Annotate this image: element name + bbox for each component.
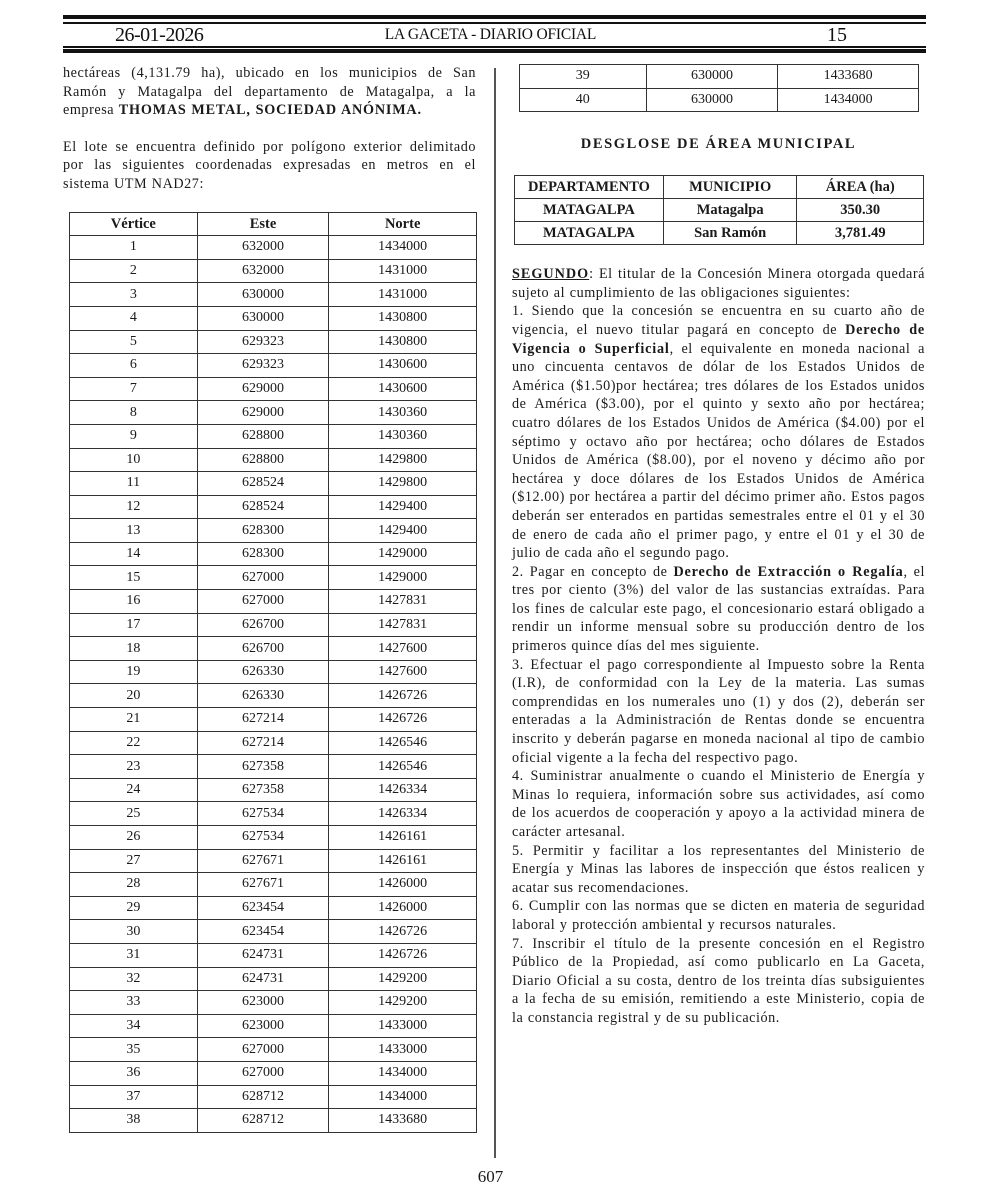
cell-este: 627671: [197, 849, 329, 873]
header-rule-top-thick: [63, 15, 926, 19]
cell-vertice: 36: [70, 1061, 198, 1085]
cell-este: 626700: [197, 637, 329, 661]
table-row: [70, 708, 477, 732]
item2-bold: Derecho de Extracción o Regalía: [673, 563, 904, 580]
area-municipio: Matagalpa: [663, 199, 797, 222]
area-row: [515, 222, 924, 245]
table-row: [70, 259, 477, 283]
cell-vertice: 23: [70, 755, 198, 779]
cell-vertice: 2: [70, 259, 198, 283]
segundo-intro: [512, 265, 925, 302]
table-row: [70, 590, 477, 614]
cell-norte: 1429800: [329, 472, 477, 496]
cell-este: 627214: [197, 731, 329, 755]
item2-text-b: , el tres por ciento (3%) del valor de las sustancias extraídas. Para los fines de calcular este pago, el concesionario estará obligado a rendir un informe mensual sobre su producción dentro de los primeros quince días del mes siguiente.: [512, 563, 925, 655]
cell-norte: 1429400: [329, 519, 477, 543]
table-row: [70, 778, 477, 802]
table-row: [70, 660, 477, 684]
obligation-item-6: 6. Cumplir con las normas que se dicten en materia de seguridad laboral y protección ambiental y recursos naturales.: [512, 898, 925, 933]
cell-vertice: 12: [70, 495, 198, 519]
header-page-number: 15: [827, 24, 847, 46]
cell-norte: 1431000: [329, 283, 477, 307]
cell-norte: 1430600: [329, 354, 477, 378]
cell-norte: 1429000: [329, 542, 477, 566]
cell-norte: 1431000: [329, 259, 477, 283]
cell-vertice: 22: [70, 731, 198, 755]
cell-vertice: 32: [70, 967, 198, 991]
header-este: Este: [197, 212, 329, 236]
header-vertice: Vértice: [70, 212, 198, 236]
column-divider: [494, 68, 496, 1158]
cell-este: 630000: [197, 283, 329, 307]
cell-este: 627671: [197, 873, 329, 897]
table-row: [70, 472, 477, 496]
table-row: [70, 991, 477, 1015]
cell-este: 623454: [197, 920, 329, 944]
obligation-item-7: 7. Inscribir el título de la presente concesión en el Registro Público de la Propiedad, así como publicarlo en La Gaceta, Diario Oficial a su costa, dentro de los treinta días subsiguientes a la fecha de su emisión, remitiendo a este Ministerio, copia de la constancia registral y de su publicación.: [512, 935, 925, 1026]
cell-este: 628524: [197, 495, 329, 519]
cell-este: 628712: [197, 1085, 329, 1109]
cell-este: 626330: [197, 684, 329, 708]
cell-este: 628300: [197, 542, 329, 566]
polygon-paragraph: El lote se encuentra definido por polígono exterior delimitado por las siguientes coordenadas expresadas en metros en el sistema UTM NAD27:: [63, 138, 476, 192]
cell-norte: 1426334: [329, 802, 477, 826]
table-row: [70, 1061, 477, 1085]
header-area: ÁREA (ha): [797, 176, 924, 199]
cell-este: 627000: [197, 566, 329, 590]
area-breakdown-table: [514, 175, 924, 245]
cell-este: 626330: [197, 660, 329, 684]
header-rule-bottom-thin: [63, 46, 926, 48]
table-row: [70, 495, 477, 519]
table-row: [70, 826, 477, 850]
item1-text-b: , el equivalente en moneda nacional a uno cincuenta centavos de dólar de los Estados Unidos de América ($1.50)por hectárea; tres dólares de los Estados unidos de América ($3.00), por el quinto y sexto año por hectárea; cuatro dólares de los Estados Unidos de América ($4.00) por el séptimo y octavo año por hectárea; ocho dólares de Estados Unidos de América ($8.00), por el noveno y décimo año por hectárea y doce dólares de los Estados Unidos de América ($12.00) por hectárea a partir del décimo primer año. Estos pagos deberán ser enterados en partidas semestrales entre el 01 y el 30 de enero de cada año el primer pago, y entre el 01 y el 30 de julio de cada año el segundo pago.: [512, 340, 925, 562]
intro-paragraph: [63, 64, 476, 120]
cell-vertice: 25: [70, 802, 198, 826]
cell-vertice: 29: [70, 896, 198, 920]
cell-norte: 1429400: [329, 495, 477, 519]
table-row: [70, 943, 477, 967]
table-row: [70, 283, 477, 307]
cell-norte: 1434000: [329, 1085, 477, 1109]
cell-este: 627000: [197, 1038, 329, 1062]
cell-este: 632000: [197, 259, 329, 283]
cell-vertice: 5: [70, 330, 198, 354]
table-row: [70, 920, 477, 944]
cell-vertice: 20: [70, 684, 198, 708]
cell-este: 627358: [197, 755, 329, 779]
table-row: [70, 377, 477, 401]
cell-vertice: 38: [70, 1109, 198, 1133]
table-row: [70, 519, 477, 543]
table-row: [70, 731, 477, 755]
cell-norte: 1426161: [329, 849, 477, 873]
table-row: [70, 1038, 477, 1062]
area-municipio: San Ramón: [663, 222, 797, 245]
cell-vertice: 37: [70, 1085, 198, 1109]
cell-este: 624731: [197, 943, 329, 967]
area-value: 350.30: [797, 199, 924, 222]
cell-norte: 1426546: [329, 755, 477, 779]
cell-este: 630000: [646, 65, 778, 89]
cell-norte: 1426546: [329, 731, 477, 755]
cell-vertice: 17: [70, 613, 198, 637]
left-column: [63, 64, 476, 1133]
obligation-item-1: [512, 302, 925, 562]
table-row: [70, 566, 477, 590]
header-norte: Norte: [329, 212, 477, 236]
area-row: [515, 199, 924, 222]
table-row: [70, 873, 477, 897]
cell-este: 632000: [197, 236, 329, 260]
cell-norte: 1430600: [329, 377, 477, 401]
cell-este: 627000: [197, 1061, 329, 1085]
cell-vertice: 18: [70, 637, 198, 661]
cell-vertice: 31: [70, 943, 198, 967]
cell-este: 624731: [197, 967, 329, 991]
cell-este: 623454: [197, 896, 329, 920]
cell-este: 629000: [197, 401, 329, 425]
area-value: 3,781.49: [797, 222, 924, 245]
cell-vertice: 9: [70, 424, 198, 448]
cell-norte: 1429200: [329, 991, 477, 1015]
cell-este: 623000: [197, 991, 329, 1015]
area-departamento: MATAGALPA: [515, 222, 664, 245]
cell-este: 627358: [197, 778, 329, 802]
cell-vertice: 16: [70, 590, 198, 614]
cell-este: 627214: [197, 708, 329, 732]
cell-norte: 1430360: [329, 424, 477, 448]
header-title: LA GACETA - DIARIO OFICIAL: [384, 26, 597, 43]
table-row: [70, 802, 477, 826]
obligation-item-5: 5. Permitir y facilitar a los representantes del Ministerio de Energía y Minas las labores de inspección que éstos realicen y acatar sus recomendaciones.: [512, 842, 925, 896]
cell-vertice: 24: [70, 778, 198, 802]
cell-este: 630000: [197, 306, 329, 330]
cell-norte: 1434000: [778, 88, 919, 112]
cell-este: 626700: [197, 613, 329, 637]
cell-vertice: 1: [70, 236, 198, 260]
cell-vertice: 3: [70, 283, 198, 307]
cell-norte: 1426726: [329, 920, 477, 944]
header-rule-bottom-thick: [63, 49, 926, 53]
cell-vertice: 21: [70, 708, 198, 732]
cell-norte: 1427831: [329, 613, 477, 637]
cell-norte: 1433680: [778, 65, 919, 89]
cell-norte: 1430360: [329, 401, 477, 425]
table-row: [70, 354, 477, 378]
cell-este: 629323: [197, 330, 329, 354]
header-municipio: MUNICIPIO: [663, 176, 797, 199]
footer-page-number: 607: [477, 1167, 504, 1186]
cell-vertice: 19: [70, 660, 198, 684]
cell-vertice: 35: [70, 1038, 198, 1062]
item1-text-a: 1. Siendo que la concesión se encuentra en su cuarto año de vigencia, el nuevo titular pagará en concepto de: [512, 303, 925, 338]
area-breakdown-title: DESGLOSE DE ÁREA MUNICIPAL: [580, 136, 857, 153]
cell-norte: 1426726: [329, 708, 477, 732]
cell-vertice: 10: [70, 448, 198, 472]
cell-norte: 1426000: [329, 873, 477, 897]
table-row: [70, 330, 477, 354]
cell-norte: 1433680: [329, 1109, 477, 1133]
coordinates-table-continued: [519, 64, 919, 112]
cell-este: 629000: [197, 377, 329, 401]
cell-vertice: 26: [70, 826, 198, 850]
cell-norte: 1429800: [329, 448, 477, 472]
cell-norte: 1427600: [329, 637, 477, 661]
cell-este: 628800: [197, 448, 329, 472]
table-row: [70, 236, 477, 260]
cell-este: 629323: [197, 354, 329, 378]
cell-norte: 1426334: [329, 778, 477, 802]
cell-norte: 1434000: [329, 1061, 477, 1085]
cell-norte: 1426726: [329, 943, 477, 967]
obligation-item-3: 3. Efectuar el pago correspondiente al Impuesto sobre la Renta (I.R), de conformidad con la Ley de la materia. Las sumas comprendidas en los numerales uno (1) y dos (2), deberán ser enteradas a la Administración de Rentas donde se encuentra inscrito y deberán pagarse en moneda nacional al tipo de cambio oficial vigente a la fecha del respectivo pago.: [512, 656, 925, 766]
cell-este: 623000: [197, 1014, 329, 1038]
table-row: [70, 1085, 477, 1109]
cell-vertice: 13: [70, 519, 198, 543]
company-name: THOMAS METAL, SOCIEDAD ANÓNIMA.: [118, 102, 422, 119]
cell-este: 628712: [197, 1109, 329, 1133]
cell-vertice: 14: [70, 542, 198, 566]
cell-este: 628524: [197, 472, 329, 496]
table-row: [70, 684, 477, 708]
cell-norte: 1427600: [329, 660, 477, 684]
table-row: [70, 896, 477, 920]
cell-norte: 1430800: [329, 330, 477, 354]
cell-norte: 1433000: [329, 1014, 477, 1038]
cell-este: 627000: [197, 590, 329, 614]
obligation-item-2: [512, 563, 925, 656]
header-date: 26-01-2026: [115, 24, 204, 46]
table-row: [70, 448, 477, 472]
coordinates-header-row: [70, 212, 477, 236]
cell-norte: 1426000: [329, 896, 477, 920]
table-row: [70, 542, 477, 566]
cell-vertice: 8: [70, 401, 198, 425]
obligation-item-4: 4. Suministrar anualmente o cuando el Ministerio de Energía y Minas lo requiera, información sobre sus actividades, así como de los acuerdos de cooperación y apoyo a la actividad minera de carácter artesanal.: [512, 768, 925, 840]
cell-vertice: 33: [70, 991, 198, 1015]
cell-vertice: 7: [70, 377, 198, 401]
table-row: [70, 967, 477, 991]
coordinates-table: [69, 212, 477, 1133]
cell-vertice: 30: [70, 920, 198, 944]
table-row: [520, 88, 919, 112]
cell-este: 627534: [197, 826, 329, 850]
table-row: [70, 306, 477, 330]
table-row: [70, 849, 477, 873]
cell-norte: 1429200: [329, 967, 477, 991]
cell-este: 630000: [646, 88, 778, 112]
cell-vertice: 34: [70, 1014, 198, 1038]
intro-text: hectáreas (4,131.79 ha), ubicado en los municipios de San Ramón y Matagalpa del departamento de Matagalpa, a la empresa: [63, 65, 476, 119]
cell-norte: 1429000: [329, 566, 477, 590]
cell-norte: 1433000: [329, 1038, 477, 1062]
cell-norte: 1430800: [329, 306, 477, 330]
cell-vertice: 27: [70, 849, 198, 873]
cell-vertice: 4: [70, 306, 198, 330]
cell-vertice: 6: [70, 354, 198, 378]
cell-este: 627534: [197, 802, 329, 826]
cell-este: 628300: [197, 519, 329, 543]
right-column: [512, 64, 925, 1028]
table-row: [70, 613, 477, 637]
area-header-row: [515, 176, 924, 199]
area-departamento: MATAGALPA: [515, 199, 664, 222]
item2-text-a: 2. Pagar en concepto de: [512, 563, 674, 580]
cell-vertice: 15: [70, 566, 198, 590]
table-row: [70, 424, 477, 448]
cell-norte: 1426161: [329, 826, 477, 850]
cell-vertice: 11: [70, 472, 198, 496]
cell-norte: 1434000: [329, 236, 477, 260]
table-row: [70, 401, 477, 425]
cell-norte: 1426726: [329, 684, 477, 708]
segundo-label: SEGUNDO: [512, 266, 590, 283]
cell-vertice: 39: [520, 65, 647, 89]
table-row: [70, 1109, 477, 1133]
cell-norte: 1427831: [329, 590, 477, 614]
table-row: [70, 637, 477, 661]
table-row: [520, 65, 919, 89]
table-row: [70, 755, 477, 779]
cell-este: 628800: [197, 424, 329, 448]
cell-vertice: 40: [520, 88, 647, 112]
item1-bold: Derecho de Vigencia o Superficial: [512, 321, 925, 357]
table-row: [70, 1014, 477, 1038]
segundo-intro-text: : El titular de la Concesión Minera otorgada quedará sujeto al cumplimiento de las obligaciones siguientes:: [512, 266, 925, 301]
cell-vertice: 28: [70, 873, 198, 897]
header-departamento: DEPARTAMENTO: [515, 176, 664, 199]
